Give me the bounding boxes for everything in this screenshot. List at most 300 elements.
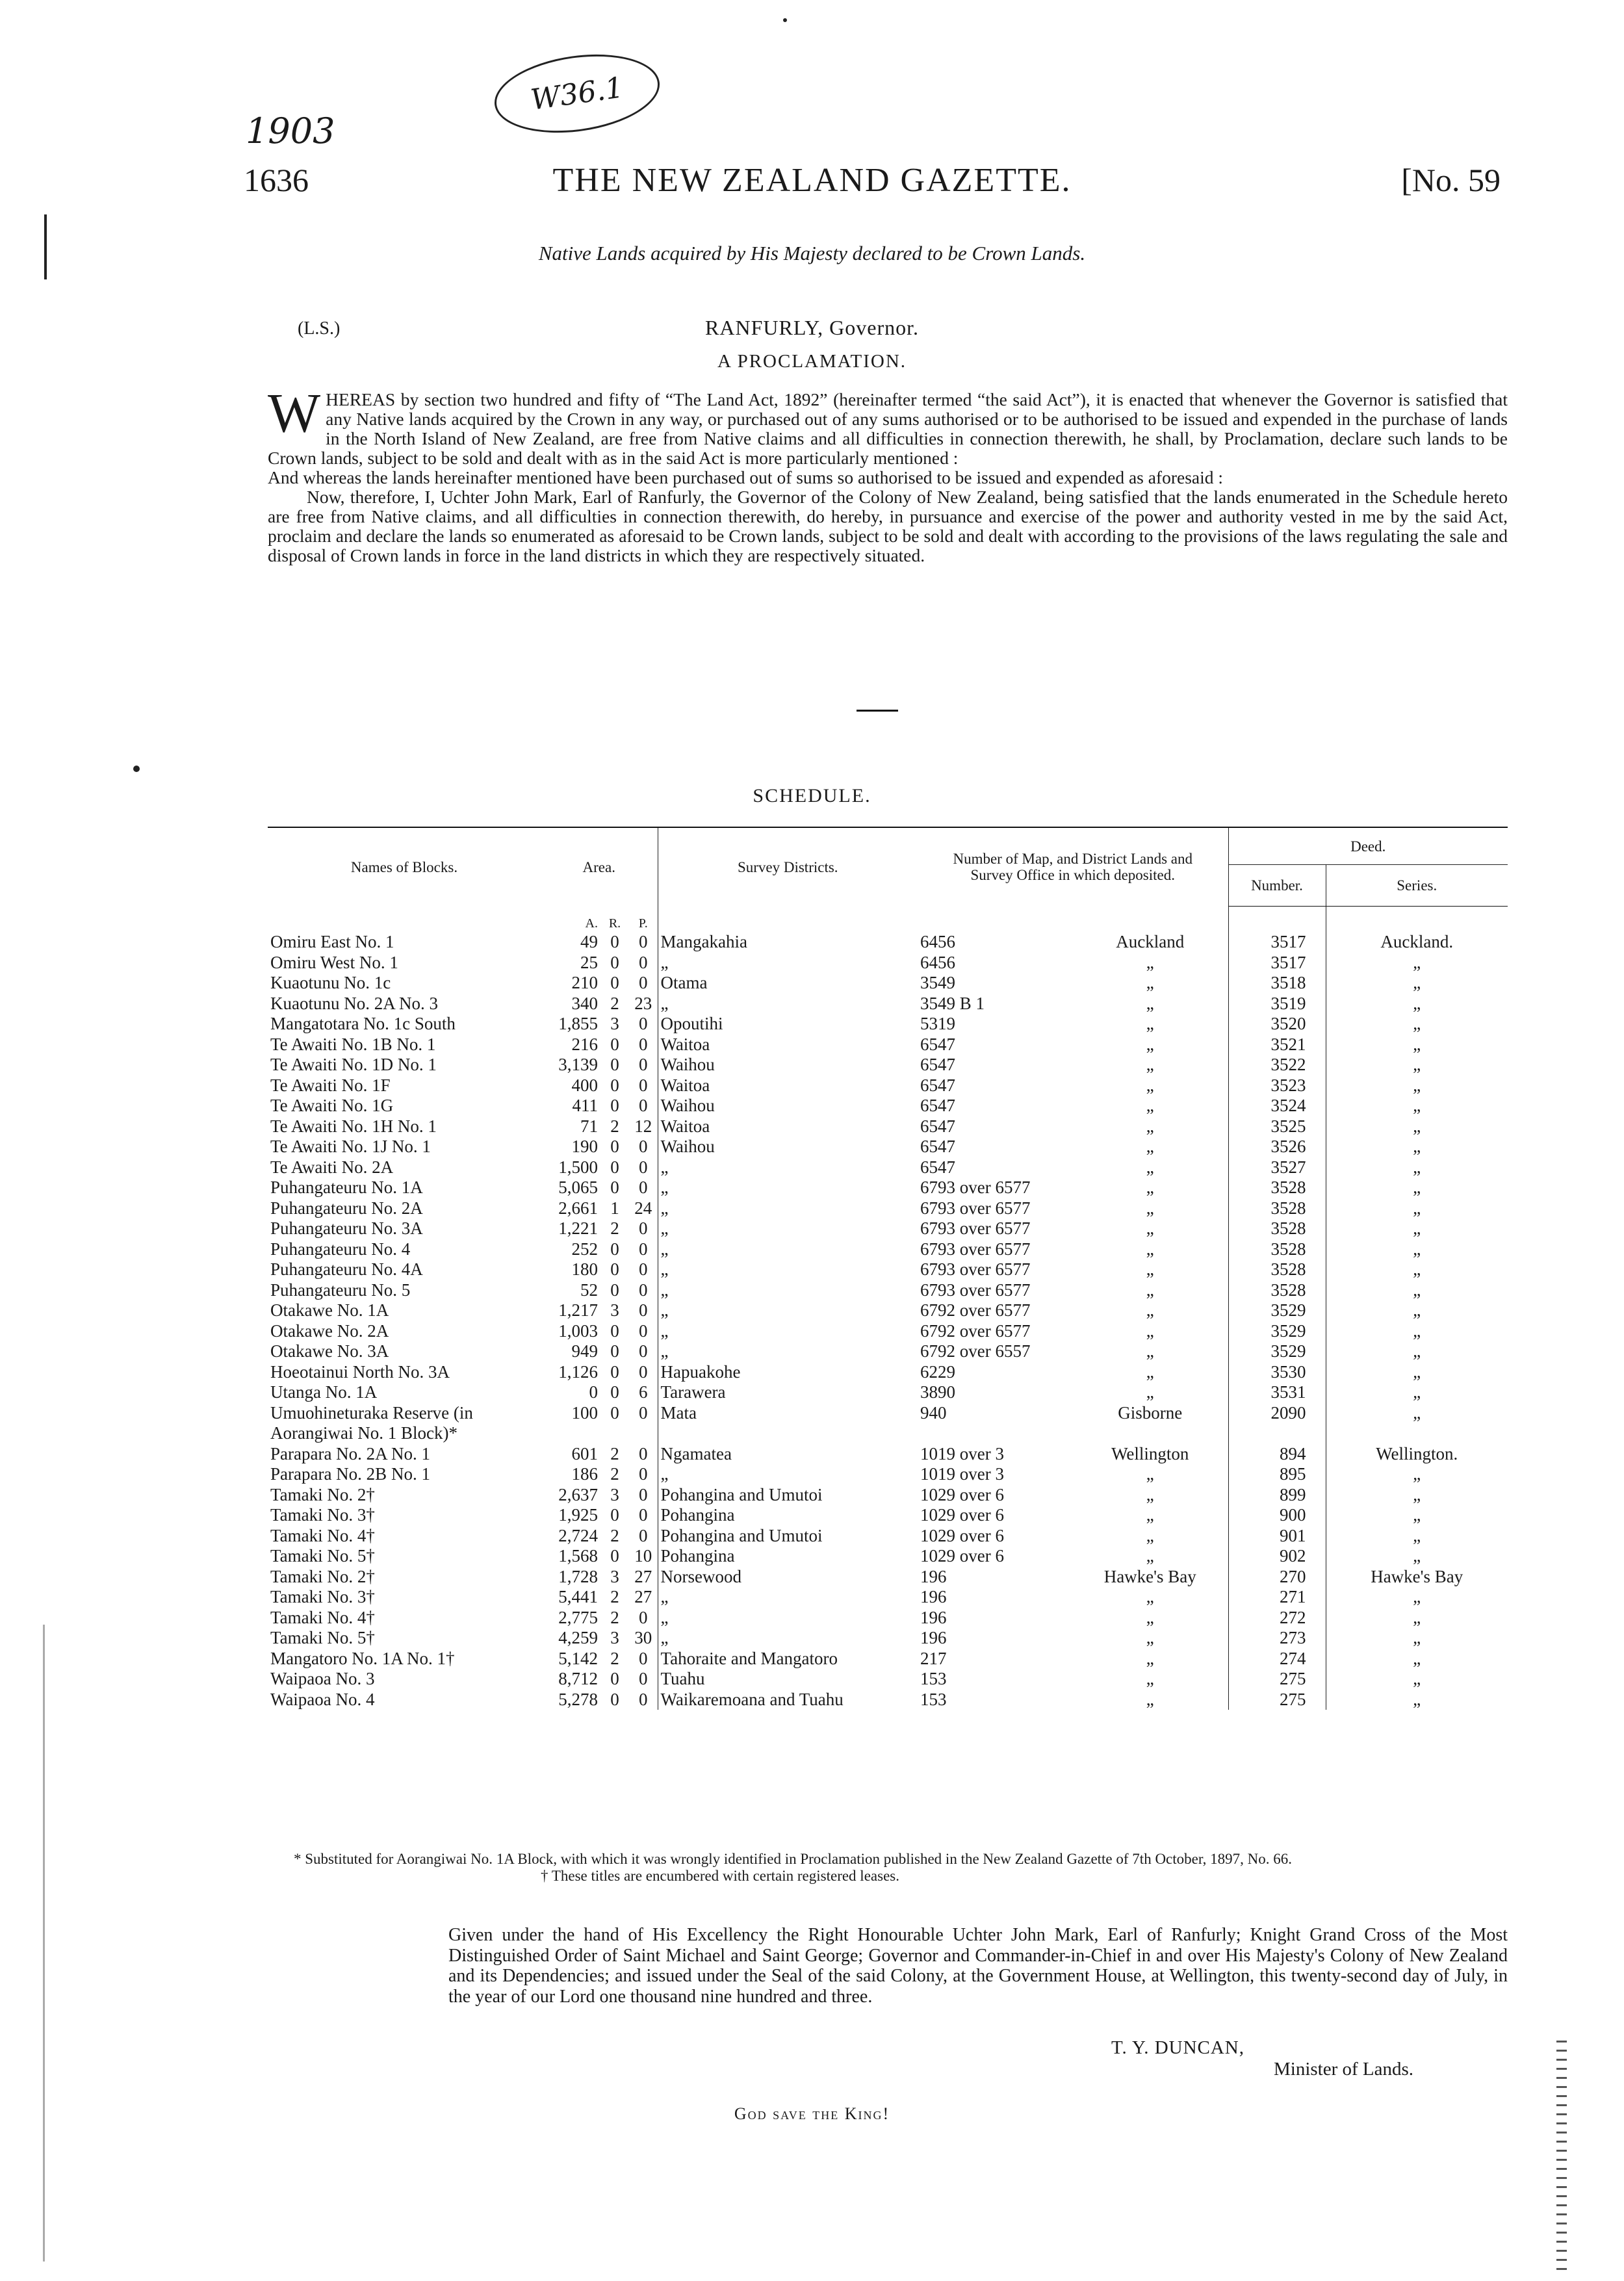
cell-r: 2 — [610, 1525, 619, 1545]
cell-a: 252 — [571, 1239, 598, 1259]
signatory-name: T. Y. DUNCAN, — [1111, 2037, 1244, 2058]
cell-office: „ — [1146, 1034, 1154, 1054]
cell-a: 2,775 — [558, 1607, 598, 1627]
cell-name: Tamaki No. 2† — [270, 1566, 375, 1586]
cell-a: 1,217 — [558, 1300, 598, 1320]
cell-survey: „ — [658, 994, 918, 1014]
table-row — [268, 1055, 1508, 1076]
cell-r: 3 — [610, 1484, 619, 1504]
cell-p: 0 — [639, 1137, 648, 1156]
cell-deed: 3518 — [1228, 973, 1326, 994]
cell-map: 6547 — [920, 1157, 955, 1177]
cell-map: 6547 — [920, 1034, 955, 1054]
proclamation-text — [268, 381, 1508, 565]
cell-map: 6547 — [920, 1055, 955, 1074]
cell-r: 0 — [610, 1055, 619, 1074]
cell-name: Hoeotainui North No. 3A — [270, 1361, 450, 1382]
cell-a: 5,065 — [558, 1178, 598, 1197]
table-row — [268, 953, 1508, 973]
cell-map: 6792 over 6577 — [920, 1321, 1031, 1341]
cell-a: 25 — [580, 952, 598, 972]
cell-name: Te Awaiti No. 1D No. 1 — [270, 1055, 437, 1074]
cell-a: 1,221 — [558, 1218, 598, 1238]
cell-office: „ — [1146, 1075, 1154, 1095]
cell-series: „ — [1326, 953, 1508, 973]
col-header-names: Names of Blocks. — [268, 827, 541, 906]
cell-p: 6 — [639, 1382, 648, 1402]
cell-deed: 275 — [1228, 1690, 1326, 1710]
cell-map: 940 — [920, 1402, 947, 1423]
cell-r: 0 — [610, 1546, 619, 1566]
cell-a: 411 — [572, 1096, 598, 1115]
cell-map: 6793 over 6577 — [920, 1198, 1031, 1218]
cell-p: 0 — [639, 1484, 648, 1504]
cell-survey: Otama — [658, 973, 918, 994]
cell-office: „ — [1146, 1014, 1154, 1033]
table-row — [268, 1076, 1508, 1096]
cell-r: 0 — [610, 952, 619, 972]
god-save-the-king: God save the King! — [734, 2104, 890, 2123]
cell-office: Wellington — [1111, 1443, 1189, 1463]
cell-p: 27 — [634, 1587, 652, 1606]
cell-p: 0 — [639, 1321, 648, 1341]
cell-survey: Waikaremoana and Tuahu — [658, 1690, 918, 1710]
cell-survey: „ — [658, 1464, 918, 1485]
table-row — [268, 1259, 1508, 1280]
cell-series: „ — [1326, 1341, 1508, 1362]
table-row — [268, 1280, 1508, 1301]
schedule-footnotes — [268, 1851, 1508, 1885]
table-row — [268, 1341, 1508, 1362]
cell-map: 196 — [920, 1607, 947, 1627]
cell-survey: „ — [658, 1239, 918, 1260]
cell-series: „ — [1326, 1239, 1508, 1260]
cell-survey: „ — [658, 1198, 918, 1219]
cell-r: 3 — [610, 1628, 619, 1647]
cell-r: 0 — [610, 1137, 619, 1156]
cell-series: Wellington. — [1326, 1444, 1508, 1465]
cell-series: „ — [1326, 1055, 1508, 1076]
cell-map: 6793 over 6577 — [920, 1218, 1031, 1238]
cell-name: Te Awaiti No. 1J No. 1 — [270, 1137, 431, 1156]
cell-p: 0 — [639, 1055, 648, 1074]
cell-deed: 3517 — [1228, 932, 1326, 953]
cell-survey: „ — [658, 953, 918, 973]
cell-r: 0 — [610, 1341, 619, 1361]
cell-a: 3,139 — [558, 1055, 598, 1074]
page-number: 1636 — [244, 162, 309, 198]
cell-deed: 3528 — [1228, 1178, 1326, 1198]
cell-p: 0 — [639, 1361, 648, 1382]
cell-r: 2 — [610, 993, 619, 1013]
cell-series: „ — [1326, 973, 1508, 994]
cell-series: „ — [1326, 1076, 1508, 1096]
cell-office: „ — [1146, 1116, 1154, 1136]
cell-office: „ — [1146, 1300, 1154, 1320]
cell-office: „ — [1146, 1648, 1154, 1668]
cell-deed: 901 — [1228, 1526, 1326, 1547]
cell-map: 6547 — [920, 1116, 955, 1136]
cell-p: 30 — [634, 1628, 652, 1647]
cell-name: Waipaoa No. 3 — [270, 1669, 375, 1688]
table-row — [268, 1321, 1508, 1342]
cell-survey: Tarawera — [658, 1382, 918, 1403]
table-row — [268, 932, 1508, 953]
footnote-dagger: † These titles are encumbered with certain registered leases. — [541, 1868, 899, 1884]
cell-survey: Mata — [658, 1403, 918, 1444]
table-row — [268, 1382, 1508, 1403]
cell-office: „ — [1146, 1096, 1154, 1115]
cell-deed: 274 — [1228, 1649, 1326, 1669]
cell-p: 0 — [639, 1096, 648, 1115]
table-row — [268, 1567, 1508, 1588]
cell-series: „ — [1326, 1218, 1508, 1239]
cell-a: 2,661 — [558, 1198, 598, 1218]
cell-p: 0 — [639, 1464, 648, 1484]
table-row — [268, 1035, 1508, 1055]
cell-a: 1,925 — [558, 1505, 598, 1525]
cell-survey: „ — [658, 1341, 918, 1362]
cell-name: Parapara No. 2B No. 1 — [270, 1464, 430, 1484]
table-row — [268, 1137, 1508, 1157]
cell-deed: 3528 — [1228, 1239, 1326, 1260]
cell-series: „ — [1326, 1014, 1508, 1035]
cell-deed: 273 — [1228, 1628, 1326, 1649]
cell-office: „ — [1146, 1198, 1154, 1218]
cell-map: 3549 — [920, 973, 955, 992]
cell-deed: 3531 — [1228, 1382, 1326, 1403]
cell-r: 0 — [610, 1689, 619, 1709]
cell-name: Puhangateuru No. 5 — [270, 1280, 411, 1300]
cell-series: „ — [1326, 1505, 1508, 1526]
cell-p: 10 — [634, 1546, 652, 1566]
cell-p: 12 — [634, 1116, 652, 1136]
cell-p: 0 — [639, 1034, 648, 1054]
cell-r: 0 — [610, 1505, 619, 1525]
cell-survey: „ — [658, 1608, 918, 1629]
col-header-deed-series: Series. — [1326, 865, 1508, 906]
cell-series: „ — [1326, 1546, 1508, 1567]
cell-r: 0 — [610, 1259, 619, 1279]
table-row — [268, 1628, 1508, 1649]
col-header-deed: Deed. — [1228, 827, 1508, 865]
cell-a: 340 — [571, 993, 598, 1013]
cell-r: 2 — [610, 1648, 619, 1668]
cell-map: 5319 — [920, 1014, 955, 1033]
col-header-area: Area. — [541, 827, 658, 906]
cell-a: 100 — [571, 1402, 598, 1423]
cell-series: „ — [1326, 1157, 1508, 1178]
col-header-deed-number: Number. — [1228, 865, 1326, 906]
cell-r: 2 — [610, 1587, 619, 1606]
cell-a: 1,500 — [558, 1157, 598, 1177]
cell-p: 0 — [639, 1607, 648, 1627]
cell-a: 400 — [571, 1075, 598, 1095]
cell-office: „ — [1146, 1587, 1154, 1606]
cell-map: 1029 over 6 — [920, 1525, 1004, 1545]
cell-r: 0 — [610, 1239, 619, 1259]
cell-map: 6229 — [920, 1361, 955, 1382]
cell-name: Te Awaiti No. 1H No. 1 — [270, 1116, 437, 1136]
cell-deed: 900 — [1228, 1505, 1326, 1526]
cell-a: 1,126 — [558, 1361, 598, 1382]
cell-r: 0 — [610, 1361, 619, 1382]
schedule-table — [268, 827, 1508, 1710]
cell-map: 6547 — [920, 1075, 955, 1095]
cell-survey: „ — [658, 1300, 918, 1321]
cell-deed: 3521 — [1228, 1035, 1326, 1055]
cell-office: „ — [1146, 952, 1154, 972]
cell-map: 1019 over 3 — [920, 1464, 1004, 1484]
cell-name: Puhangateuru No. 4 — [270, 1239, 411, 1259]
cell-map: 6547 — [920, 1137, 955, 1156]
cell-deed: 899 — [1228, 1485, 1326, 1506]
handwritten-year: 1903 — [246, 110, 335, 151]
cell-r: 3 — [610, 1300, 619, 1320]
cell-name: Puhangateuru No. 3A — [270, 1218, 423, 1238]
table-row — [268, 1218, 1508, 1239]
cell-office: „ — [1146, 1628, 1154, 1647]
cell-series: „ — [1326, 1464, 1508, 1485]
cell-p: 0 — [639, 1075, 648, 1095]
cell-r: 2 — [610, 1443, 619, 1463]
cell-survey: „ — [658, 1280, 918, 1301]
cell-name: Kuaotunu No. 2A No. 3 — [270, 993, 438, 1013]
cell-survey: Pohangina — [658, 1505, 918, 1526]
cell-survey: Opoutihi — [658, 1014, 918, 1035]
cell-p: 0 — [639, 1689, 648, 1709]
cell-office: „ — [1146, 993, 1154, 1013]
cell-p: 24 — [634, 1198, 652, 1218]
cell-deed: 3517 — [1228, 953, 1326, 973]
cell-p: 27 — [634, 1566, 652, 1586]
cell-series: „ — [1326, 1096, 1508, 1116]
table-row — [268, 1485, 1508, 1506]
cell-survey: Waihou — [658, 1055, 918, 1076]
cell-survey: Tuahu — [658, 1669, 918, 1690]
cell-office: „ — [1146, 1280, 1154, 1300]
cell-office: „ — [1146, 1259, 1154, 1279]
cell-r: 2 — [610, 1116, 619, 1136]
cell-map: 6793 over 6577 — [920, 1280, 1031, 1300]
cell-office: „ — [1146, 1321, 1154, 1341]
cell-name: Umuohineturaka Reserve (in Aorangiwai No. 1 Block)* — [270, 1402, 473, 1443]
cell-office: „ — [1146, 1218, 1154, 1238]
cell-a: 5,441 — [558, 1587, 598, 1606]
table-row — [268, 994, 1508, 1014]
cell-r: 0 — [610, 932, 619, 951]
cell-name: Mangatotara No. 1c South — [270, 1014, 456, 1033]
issue-number: [No. 59 — [1401, 162, 1501, 198]
archive-stamp: W36.1 — [489, 45, 665, 142]
cell-map: 1029 over 6 — [920, 1484, 1004, 1504]
cell-series: „ — [1326, 1035, 1508, 1055]
cell-name: Otakawe No. 1A — [270, 1300, 389, 1320]
cell-office: „ — [1146, 1464, 1154, 1484]
cell-map: 1029 over 6 — [920, 1546, 1004, 1566]
cell-map: 6792 over 6557 — [920, 1341, 1031, 1361]
cell-survey: „ — [658, 1587, 918, 1608]
table-row — [268, 1690, 1508, 1710]
cell-survey: Norsewood — [658, 1567, 918, 1588]
cell-p: 0 — [639, 1218, 648, 1238]
cell-name: Waipaoa No. 4 — [270, 1689, 375, 1709]
unit-perches: P. — [638, 916, 648, 931]
cell-map: 6793 over 6577 — [920, 1259, 1031, 1279]
cell-a: 216 — [571, 1034, 598, 1054]
cell-deed: 2090 — [1228, 1403, 1326, 1444]
cell-survey: Mangakahia — [658, 932, 918, 953]
cell-survey: „ — [658, 1259, 918, 1280]
cell-series: „ — [1326, 1198, 1508, 1219]
table-row — [268, 1608, 1508, 1629]
cell-r: 0 — [610, 1321, 619, 1341]
cell-name: Tamaki No. 5† — [270, 1628, 375, 1647]
cell-name: Te Awaiti No. 1G — [270, 1096, 394, 1115]
cell-office: „ — [1146, 1484, 1154, 1504]
cell-survey: Pohangina and Umutoi — [658, 1485, 918, 1506]
cell-series: „ — [1326, 994, 1508, 1014]
cell-p: 0 — [639, 1239, 648, 1259]
table-row — [268, 1198, 1508, 1219]
table-row — [268, 1362, 1508, 1383]
table-row — [268, 1526, 1508, 1547]
table-row — [268, 1178, 1508, 1198]
cell-office: „ — [1146, 1157, 1154, 1177]
cell-r: 0 — [610, 1178, 619, 1197]
cell-deed: 902 — [1228, 1546, 1326, 1567]
cell-series: „ — [1326, 1362, 1508, 1383]
table-row — [268, 1403, 1508, 1444]
cell-p: 0 — [639, 932, 648, 951]
cell-map: 6792 over 6577 — [920, 1300, 1031, 1320]
cell-deed: 3528 — [1228, 1218, 1326, 1239]
cell-office: „ — [1146, 1239, 1154, 1259]
cell-office: „ — [1146, 1546, 1154, 1566]
table-row — [268, 1157, 1508, 1178]
cell-series: „ — [1326, 1382, 1508, 1403]
cell-r: 0 — [610, 1096, 619, 1115]
cell-survey: Waitoa — [658, 1116, 918, 1137]
cell-series: „ — [1326, 1178, 1508, 1198]
cell-survey: „ — [658, 1321, 918, 1342]
cell-r: 2 — [610, 1607, 619, 1627]
cell-deed: 272 — [1228, 1608, 1326, 1629]
table-row — [268, 1546, 1508, 1567]
cell-deed: 275 — [1228, 1669, 1326, 1690]
cell-deed: 3528 — [1228, 1280, 1326, 1301]
cell-deed: 3520 — [1228, 1014, 1326, 1035]
cell-name: Tamaki No. 3† — [270, 1505, 375, 1525]
cell-map: 6547 — [920, 1096, 955, 1115]
cell-p: 0 — [639, 1648, 648, 1668]
footnote-star: * Substituted for Aorangiwai No. 1A Block, with which it was wrongly identified in Proclamation published in the New Zealand Gazette of 7th October, 1897, No. 66. — [294, 1851, 1292, 1867]
cell-r: 0 — [610, 1402, 619, 1423]
table-row — [268, 1014, 1508, 1035]
cell-name: Tamaki No. 5† — [270, 1546, 375, 1566]
cell-office: „ — [1146, 1341, 1154, 1361]
cell-a: 49 — [580, 932, 598, 951]
cell-a: 8,712 — [558, 1669, 598, 1688]
cell-r: 2 — [610, 1218, 619, 1238]
cell-map: 196 — [920, 1628, 947, 1647]
cell-a: 186 — [571, 1464, 598, 1484]
cell-series: „ — [1326, 1587, 1508, 1608]
cell-a: 601 — [571, 1443, 598, 1463]
col-header-map: Number of Map, and District Lands and Survey Office in which deposited. — [918, 827, 1228, 906]
cell-deed: 3522 — [1228, 1055, 1326, 1076]
cell-series: Hawke's Bay — [1326, 1567, 1508, 1588]
cell-p: 0 — [639, 1259, 648, 1279]
cell-p: 0 — [639, 1280, 648, 1300]
paragraph: Now, therefore, I, Uchter John Mark, Earl of Ranfurly, the Governor of the Colony of New Zealand, being satisfied that the lands enumerated in the Schedule hereto are free from Native claims, and all difficulties in connection therewith, do hereby, in pursuance and exercise of the power and authority vested in me by the said Act, proclaim and declare the lands so enumerated as aforesaid to be Crown lands, subject to be sold and dealt with according to the provisions of the laws regulating the sale and disposal of Crown lands in force in the land districts in which they are respectively situated. — [268, 487, 1508, 565]
cell-series: „ — [1326, 1485, 1508, 1506]
divider — [857, 710, 898, 712]
cell-p: 0 — [639, 1178, 648, 1197]
cell-deed: 3527 — [1228, 1157, 1326, 1178]
cell-a: 1,568 — [558, 1546, 598, 1566]
cell-map: 1019 over 3 — [920, 1443, 1004, 1463]
cell-series: „ — [1326, 1137, 1508, 1157]
table-row — [268, 1587, 1508, 1608]
cell-a: 2,637 — [558, 1484, 598, 1504]
cell-office: „ — [1146, 1525, 1154, 1545]
cell-a: 2,724 — [558, 1525, 598, 1545]
cell-a: 949 — [571, 1341, 598, 1361]
cell-a: 4,259 — [558, 1628, 598, 1647]
cell-map: 6456 — [920, 932, 955, 951]
cell-name: Mangatoro No. 1A No. 1† — [270, 1648, 455, 1668]
given-under-hand: Given under the hand of His Excellency the Right Honourable Uchter John Mark, Earl of Ranfurly; Knight Grand Cross of the Most Distinguished Order of Saint Michael and Saint George; Governor and Commander-in-Chief in and over His Majesty's Colony of New Zealand and its Dependencies; and issued under the Seal of the said Colony, at the Government House, at Wellington, this twenty-second day of July, in the year of our Lord one thousand nine hundred and three. — [448, 1925, 1508, 2007]
cell-survey: „ — [658, 1178, 918, 1198]
cell-office: Gisborne — [1118, 1402, 1183, 1423]
cell-office: „ — [1146, 1669, 1154, 1688]
cell-name: Tamaki No. 3† — [270, 1587, 375, 1606]
cell-series: Auckland. — [1326, 932, 1508, 953]
cell-name: Otakawe No. 2A — [270, 1321, 389, 1341]
cell-name: Te Awaiti No. 1F — [270, 1075, 391, 1095]
table-row — [268, 1116, 1508, 1137]
cell-survey: Pohangina and Umutoi — [658, 1526, 918, 1547]
cell-office: Hawke's Bay — [1103, 1566, 1196, 1586]
ink-dot — [783, 18, 787, 22]
cell-office: „ — [1146, 1137, 1154, 1156]
cell-a: 1,003 — [558, 1321, 598, 1341]
cell-name: Otakawe No. 3A — [270, 1341, 389, 1361]
cell-r: 0 — [610, 973, 619, 992]
cell-office: „ — [1146, 973, 1154, 992]
cell-a: 5,278 — [558, 1689, 598, 1709]
table-row — [268, 1464, 1508, 1485]
cell-deed: 894 — [1228, 1444, 1326, 1465]
cell-series: „ — [1326, 1321, 1508, 1342]
cell-a: 5,142 — [558, 1648, 598, 1668]
table-row — [268, 1669, 1508, 1690]
cell-survey: Hapuakohe — [658, 1362, 918, 1383]
cell-p: 0 — [639, 1505, 648, 1525]
cell-map: 3890 — [920, 1382, 955, 1402]
cell-name: Puhangateuru No. 1A — [270, 1178, 423, 1197]
cell-r: 3 — [610, 1014, 619, 1033]
cell-map: 3549 B 1 — [920, 993, 985, 1013]
notice-title: Native Lands acquired by His Majesty declared to be Crown Lands. — [538, 242, 1086, 264]
table-row — [268, 973, 1508, 994]
cell-a: 180 — [571, 1259, 598, 1279]
cell-deed: 271 — [1228, 1587, 1326, 1608]
cell-map: 153 — [920, 1669, 947, 1688]
cell-deed: 3529 — [1228, 1341, 1326, 1362]
cell-p: 23 — [634, 993, 652, 1013]
